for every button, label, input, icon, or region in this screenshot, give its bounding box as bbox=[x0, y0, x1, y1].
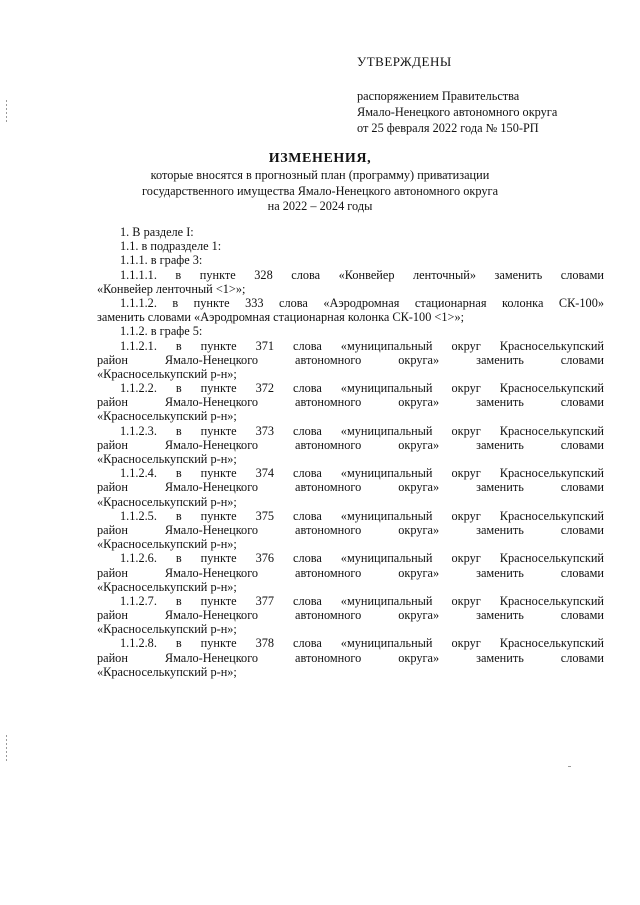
document-body bbox=[97, 225, 604, 679]
body-line: «Конвейер ленточный <1>»; bbox=[97, 281, 246, 296]
body-line: 1.1.2.7. в пункте 377 слова «муниципальный округ Красноселькупский bbox=[120, 593, 604, 608]
body-line: район Ямало-Ненецкого автономного округа» заменить словами bbox=[97, 522, 604, 537]
body-line: 1.1.2.1. в пункте 371 слова «муниципальный округ Красноселькупский bbox=[120, 338, 604, 353]
scan-dot bbox=[568, 766, 571, 767]
scan-margin-mark bbox=[6, 735, 7, 763]
body-line: 1.1.2.8. в пункте 378 слова «муниципальный округ Красноселькупский bbox=[120, 636, 604, 651]
body-line: 1.1.2. в графе 5: bbox=[120, 324, 203, 339]
scan-margin-mark bbox=[6, 100, 7, 122]
body-line: заменить словами «Аэродромная стационарная колонка СК-100 <1>»; bbox=[97, 310, 465, 325]
body-line: 1.1.1.2. в пункте 333 слова «Аэродромная стационарная колонка СК-100» bbox=[120, 295, 604, 310]
document-title bbox=[90, 150, 550, 215]
title-subtitle-line: государственного имущества Ямало-Ненецкого автономного округа bbox=[141, 183, 499, 198]
body-line: 1.1.2.3. в пункте 373 слова «муниципальный округ Красноселькупский bbox=[120, 423, 604, 438]
body-line: 1.1.2.5. в пункте 375 слова «муниципальный округ Красноселькупский bbox=[120, 508, 604, 523]
body-line: 1.1.2.6. в пункте 376 слова «муниципальный округ Красноселькупский bbox=[120, 551, 604, 566]
body-line: 1.1.2.4. в пункте 374 слова «муниципальный округ Красноселькупский bbox=[120, 466, 604, 481]
body-line: «Красноселькупский р-н»; bbox=[97, 537, 237, 552]
body-line: «Красноселькупский р-н»; bbox=[97, 579, 237, 594]
body-line: 1.1.2.2. в пункте 372 слова «муниципальный округ Красноселькупский bbox=[120, 381, 604, 396]
body-line: район Ямало-Ненецкого автономного округа» заменить словами bbox=[97, 352, 604, 367]
body-line: 1.1.1.1. в пункте 328 слова «Конвейер ленточный» заменить словами bbox=[120, 267, 604, 282]
body-line: 1.1. в подразделе 1: bbox=[120, 239, 222, 254]
title-subtitle-line: которые вносятся в прогнозный план (программу) приватизации bbox=[150, 168, 490, 182]
body-line: «Красноселькупский р-н»; bbox=[97, 452, 237, 466]
body-line: 1.1.1. в графе 3: bbox=[120, 253, 203, 268]
body-line: район Ямало-Ненецкого автономного округа» заменить словами bbox=[97, 608, 604, 623]
body-line: район Ямало-Ненецкого автономного округа» заменить словами bbox=[97, 650, 604, 665]
approval-line: Ямало-Ненецкого автономного округа bbox=[357, 105, 558, 119]
approval-block bbox=[357, 54, 557, 136]
body-line: район Ямало-Ненецкого автономного округа» заменить словами bbox=[97, 395, 604, 410]
title-heading: ИЗМЕНЕНИЯ, bbox=[268, 151, 372, 166]
title-subtitle-line: на 2022 – 2024 годы bbox=[267, 199, 373, 213]
body-line: «Красноселькупский р-н»; bbox=[97, 664, 237, 679]
approval-line: распоряжением Правительства bbox=[357, 89, 520, 103]
body-line: район Ямало-Ненецкого автономного округа» заменить словами bbox=[97, 480, 604, 495]
body-line: район Ямало-Ненецкого автономного округа» заменить словами bbox=[97, 565, 604, 580]
body-line: район Ямало-Ненецкого автономного округа» заменить словами bbox=[97, 437, 604, 452]
approval-line: от 25 февраля 2022 года № 150-РП bbox=[357, 121, 539, 135]
body-line: «Красноселькупский р-н»; bbox=[97, 622, 237, 637]
body-line: «Красноселькупский р-н»; bbox=[97, 494, 237, 509]
body-line: «Красноселькупский р-н»; bbox=[97, 366, 237, 381]
approved-heading: УТВЕРЖДЕНЫ bbox=[357, 54, 452, 69]
body-line: «Красноселькупский р-н»; bbox=[97, 409, 237, 424]
body-line: 1. В разделе I: bbox=[120, 225, 194, 239]
